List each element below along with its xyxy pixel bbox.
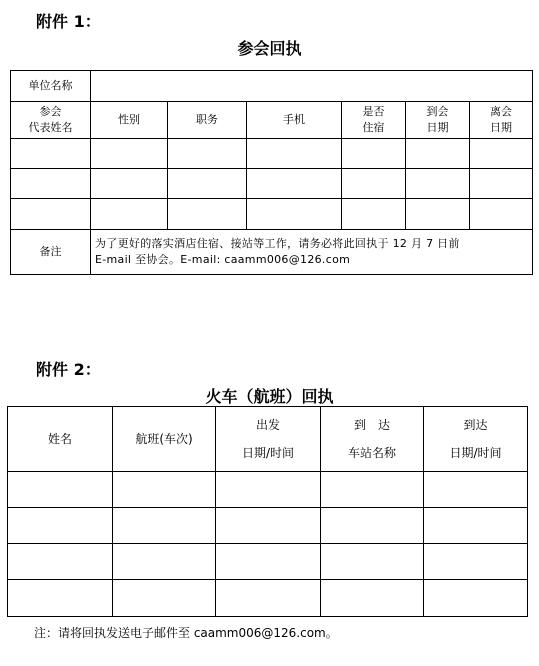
table-cell[interactable] bbox=[424, 508, 528, 544]
header-representative-name: 参会 代表姓名 bbox=[11, 102, 91, 139]
header-flight-train-no: 航班(车次) bbox=[113, 407, 216, 472]
train-flight-receipt-title: 火车（航班）回执 bbox=[205, 387, 334, 406]
table-cell[interactable] bbox=[8, 508, 113, 544]
table-row bbox=[8, 544, 528, 580]
table-cell[interactable] bbox=[11, 139, 91, 169]
table-cell[interactable] bbox=[168, 199, 247, 230]
table-cell[interactable] bbox=[424, 580, 528, 617]
table-cell[interactable] bbox=[113, 544, 216, 580]
table-cell[interactable] bbox=[11, 199, 91, 230]
remark-text bbox=[91, 230, 533, 275]
table-cell[interactable] bbox=[113, 580, 216, 617]
attachment-1-label: 附件 1： bbox=[36, 12, 101, 31]
table-cell[interactable] bbox=[91, 139, 168, 169]
table-cell[interactable] bbox=[321, 580, 424, 617]
header-mobile: 手机 bbox=[247, 102, 342, 139]
unit-name-label: 单位名称 bbox=[11, 71, 91, 102]
table-cell[interactable] bbox=[342, 199, 406, 230]
table-cell[interactable] bbox=[247, 199, 342, 230]
table-cell[interactable] bbox=[321, 544, 424, 580]
table-cell[interactable] bbox=[342, 139, 406, 169]
table-cell[interactable] bbox=[406, 139, 470, 169]
table-row bbox=[11, 169, 533, 199]
table-cell[interactable] bbox=[216, 580, 321, 617]
table-cell[interactable] bbox=[406, 199, 470, 230]
header-position: 职务 bbox=[168, 102, 247, 139]
table-cell[interactable] bbox=[321, 508, 424, 544]
table-cell[interactable] bbox=[91, 199, 168, 230]
table-cell[interactable] bbox=[113, 472, 216, 508]
table-cell[interactable] bbox=[424, 472, 528, 508]
remark-label: 备注 bbox=[11, 230, 91, 275]
header-departure-datetime: 出发 日期/时间 bbox=[216, 407, 321, 472]
header-arrival-station: 到 达 车站名称 bbox=[321, 407, 424, 472]
table-cell[interactable] bbox=[8, 472, 113, 508]
table-cell[interactable] bbox=[321, 472, 424, 508]
attachment-2-label: 附件 2： bbox=[36, 360, 101, 379]
remark-line-1: 为了更好的落实酒店住宿、接站等工作，请务必将此回执于 12 月 7 日前 bbox=[95, 237, 460, 250]
table-row bbox=[8, 472, 528, 508]
header-accommodation: 是否 住宿 bbox=[342, 102, 406, 139]
table-cell[interactable] bbox=[342, 169, 406, 199]
table-cell[interactable] bbox=[470, 169, 533, 199]
table-cell[interactable] bbox=[216, 508, 321, 544]
table-row bbox=[11, 199, 533, 230]
header-arrival-date: 到会 日期 bbox=[406, 102, 470, 139]
header-name: 姓名 bbox=[8, 407, 113, 472]
footnote: 注：请将回执发送电子邮件至 caamm006@126.com。 bbox=[34, 626, 338, 640]
table-cell[interactable] bbox=[113, 508, 216, 544]
table-cell[interactable] bbox=[247, 139, 342, 169]
table-row bbox=[8, 508, 528, 544]
table-cell[interactable] bbox=[8, 544, 113, 580]
table-row bbox=[8, 580, 528, 617]
table-cell[interactable] bbox=[470, 199, 533, 230]
table-cell[interactable] bbox=[11, 169, 91, 199]
header-gender: 性别 bbox=[91, 102, 168, 139]
table-cell[interactable] bbox=[424, 544, 528, 580]
header-arrival-datetime: 到达 日期/时间 bbox=[424, 407, 528, 472]
table-cell[interactable] bbox=[91, 169, 168, 199]
table-cell[interactable] bbox=[168, 169, 247, 199]
participation-receipt-title: 参会回执 bbox=[237, 39, 302, 58]
table-cell[interactable] bbox=[247, 169, 342, 199]
table-cell[interactable] bbox=[168, 139, 247, 169]
participation-receipt-table bbox=[10, 70, 533, 275]
unit-name-cell[interactable] bbox=[91, 71, 533, 102]
table-cell[interactable] bbox=[406, 169, 470, 199]
remark-line-2: E-mail 至协会。E-mail: caamm006@126.com bbox=[95, 253, 351, 266]
table-row bbox=[11, 139, 533, 169]
table-cell[interactable] bbox=[470, 139, 533, 169]
header-departure-date: 离会 日期 bbox=[470, 102, 533, 139]
train-flight-receipt-table bbox=[7, 406, 528, 617]
table-cell[interactable] bbox=[8, 580, 113, 617]
table-cell[interactable] bbox=[216, 472, 321, 508]
table-cell[interactable] bbox=[216, 544, 321, 580]
